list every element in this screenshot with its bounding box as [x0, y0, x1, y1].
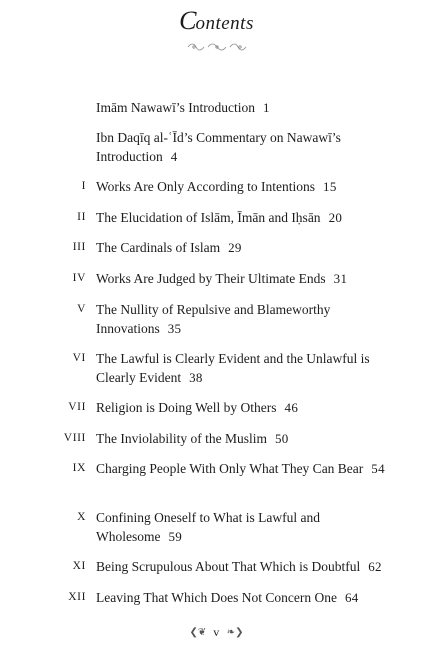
hadith-number: III [72, 241, 86, 253]
title-ornament [0, 38, 433, 56]
page-number: 38 [189, 370, 203, 385]
hadith-number: XII [68, 591, 86, 603]
right-fleuron-icon: ❧❯ [226, 627, 244, 638]
page-number: 35 [167, 321, 182, 336]
entry-title [96, 508, 386, 546]
entry-title-text: Confining Oneself to What is Lawful and Wholesome [96, 510, 320, 544]
page-title [0, 6, 433, 36]
hadith-number: X [77, 511, 86, 523]
entry-title [96, 98, 386, 117]
entry-title [96, 588, 386, 607]
entry-title-text: The Elucidation of Islām, Īmān and Iḥsān [96, 210, 321, 225]
page-footer [0, 625, 433, 640]
entry-title-text: Imām Nawawī’s Introduction [96, 100, 255, 115]
entry-title [96, 208, 386, 227]
hadith-number: XI [72, 560, 86, 572]
hadith-number: V [77, 303, 86, 315]
entry-title-text: The Lawful is Clearly Evident and the Unlawful is Clearly Evident [96, 351, 370, 385]
hadith-number: VI [72, 352, 86, 364]
page-number: 50 [274, 431, 289, 446]
page-number: 20 [328, 210, 343, 225]
hadith-number: VIII [63, 432, 86, 444]
entry-title-text: Ibn Daqīq al-ʿĪd’s Commentary on Nawawī’s Introduction [96, 130, 341, 164]
hadith-number: IX [72, 462, 86, 474]
title-initial: C [179, 6, 196, 35]
page-number: 15 [323, 179, 337, 194]
entry-title [96, 269, 386, 288]
entry-title-text: Works Are Only According to Intentions [96, 179, 316, 194]
entry-title-text: The Inviolability of the Muslim [96, 431, 267, 446]
page-number: 64 [344, 590, 359, 605]
page-folio: v [213, 625, 220, 639]
hadith-number: I [81, 180, 86, 192]
entry-title [96, 429, 386, 448]
entry-title [96, 177, 386, 196]
entry-title-text: Being Scrupulous About That Which is Doubtful [96, 559, 361, 574]
page-number: 59 [168, 529, 183, 544]
page-number: 29 [228, 240, 242, 255]
entry-title [96, 128, 386, 166]
page-number: 62 [368, 559, 382, 574]
title-rest: ontents [195, 13, 254, 34]
entry-title [96, 300, 386, 338]
entry-title [96, 459, 386, 478]
page-number: 31 [333, 271, 348, 286]
entry-title-text: Religion is Doing Well by Others [96, 400, 277, 415]
entry-title [96, 238, 386, 257]
entry-title-text: Leaving That Which Does Not Concern One [96, 590, 337, 605]
hadith-number: VII [68, 401, 86, 413]
entry-title-text: The Nullity of Repulsive and Blameworthy Innovations [96, 302, 331, 336]
page-number: 54 [371, 461, 385, 476]
entry-title-text: Works Are Judged by Their Ultimate Ends [96, 271, 326, 286]
entry-title [96, 349, 386, 387]
entry-title [96, 398, 386, 417]
left-fleuron-icon: ❮❦ [189, 627, 207, 638]
page-number: 46 [284, 400, 299, 415]
hadith-number: IV [72, 272, 86, 284]
hadith-number: II [77, 211, 86, 223]
page-number: 4 [170, 149, 178, 164]
entry-title-text: The Cardinals of Islam [96, 240, 221, 255]
entry-title [96, 557, 386, 576]
entry-title-text: Charging People With Only What They Can Bear [96, 461, 364, 476]
page-number: 1 [262, 100, 270, 115]
flourish-ornament-icon [186, 43, 248, 51]
